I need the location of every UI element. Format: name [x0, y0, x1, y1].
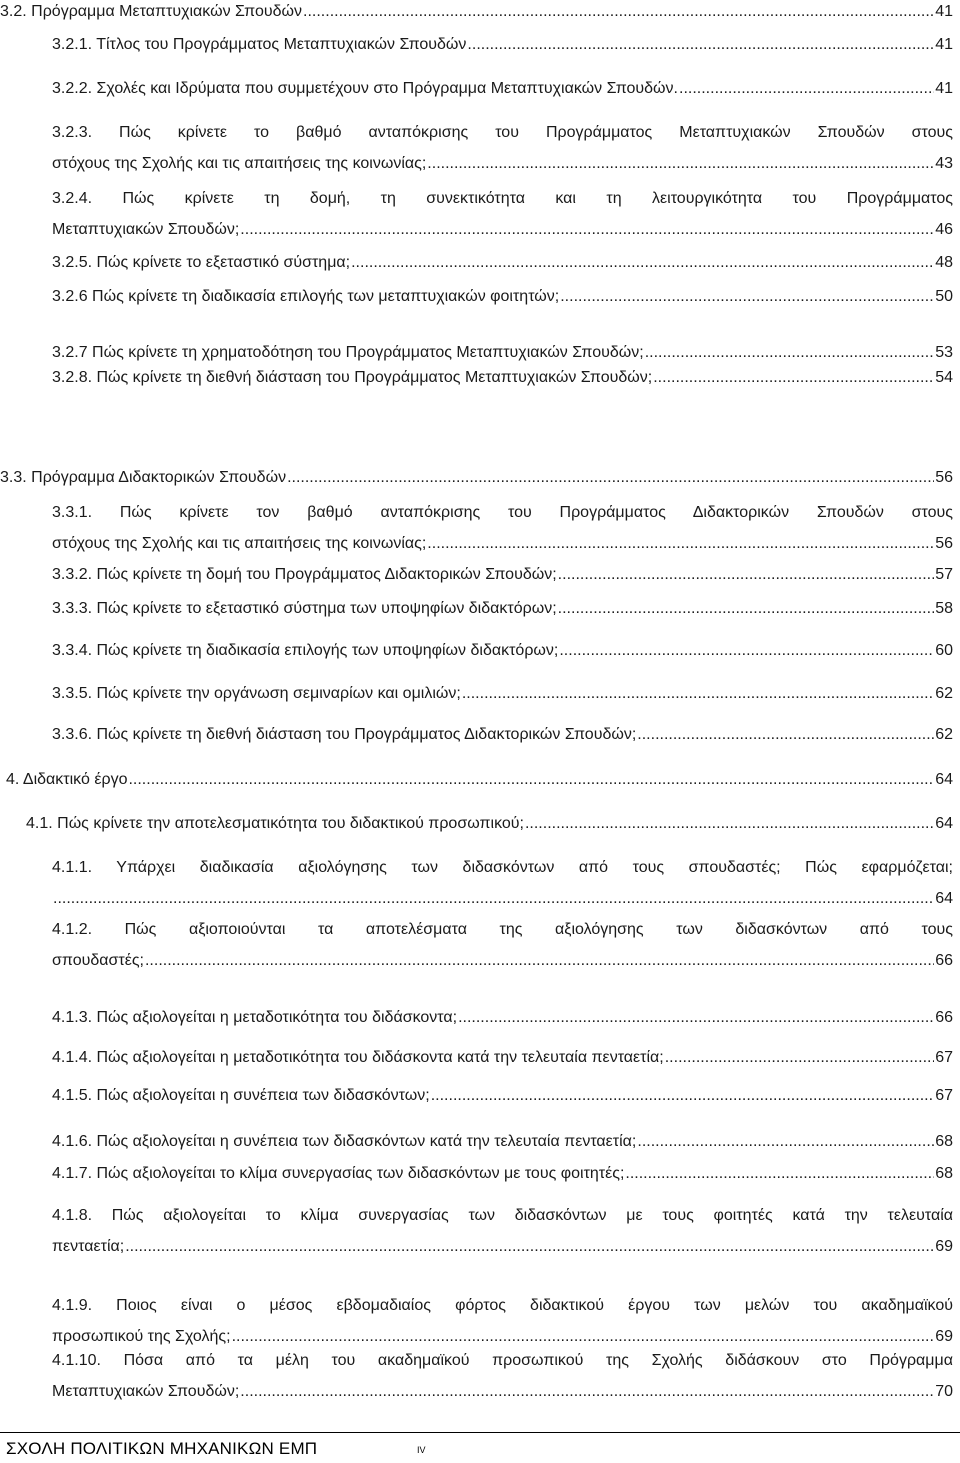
toc-entry-text-line	[52, 1349, 953, 1373]
toc-entry-title: 3.2.5. Πώς κρίνετε το εξεταστικό σύστημα;	[52, 254, 351, 271]
dot-leader	[559, 639, 934, 663]
toc-entry-leader-line	[52, 366, 953, 390]
toc-entry-text-line	[52, 1294, 953, 1318]
dot-leader	[525, 812, 934, 836]
dot-leader	[351, 251, 934, 275]
toc-entry-leader-line	[52, 1325, 953, 1349]
toc-page-number: 62	[935, 726, 953, 743]
toc-entry-title: 4.1.3. Πώς αξιολογείται η μεταδοτικότητα του διδάσκοντα;	[52, 1009, 458, 1026]
toc-entry-title: 4.1.4. Πώς αξιολογείται η μεταδοτικότητα του διδάσκοντα κατά την τελευταία πενταετία;	[52, 1049, 664, 1066]
toc-entry-leader-line	[52, 285, 953, 309]
dot-leader	[145, 949, 934, 973]
dot-leader	[637, 1130, 934, 1154]
toc-entry-title: 4.1.10. Πόσα από τα μέλη του ακαδημαϊκού προσωπικού της Σχολής διδάσκουν στο Πρόγραμμα	[52, 1352, 953, 1369]
toc-page-number: 69	[935, 1238, 953, 1255]
toc-page-number: 62	[935, 685, 953, 702]
toc-entry-title: 3.2.1. Τίτλος του Προγράμματος Μεταπτυχιακών Σπουδών	[52, 36, 467, 53]
toc-entry-leader-line	[52, 639, 953, 663]
toc-entry-leader-line	[52, 1006, 953, 1030]
dot-leader	[240, 218, 934, 242]
toc-entry-leader-line	[52, 218, 953, 242]
toc-entry-title: 3.2.4. Πώς κρίνετε τη δομή, τη συνεκτικότητα και τη λειτουργικότητα του Προγράμματος	[52, 190, 953, 207]
dot-leader	[128, 768, 934, 792]
dot-leader	[558, 563, 935, 587]
toc-page-number: 70	[935, 1383, 953, 1400]
toc-entry-title: προσωπικού της Σχολής;	[52, 1328, 231, 1345]
toc-entry-leader-line	[26, 812, 953, 836]
toc-entry-leader-line	[52, 682, 953, 706]
toc-entry-title: 3.3.3. Πώς κρίνετε το εξεταστικό σύστημα των υποψηφίων διδακτόρων;	[52, 600, 557, 617]
toc-entry-title: 3.3.1. Πώς κρίνετε τον βαθμό ανταπόκρισης του Προγράμματος Διδακτορικών Σπουδών στους	[52, 504, 953, 521]
toc-entry-title: 4.1.5. Πώς αξιολογείται η συνέπεια των διδασκόντων;	[52, 1087, 430, 1104]
toc-entry-leader-line	[52, 1235, 953, 1259]
toc-entry-title: 3.3.2. Πώς κρίνετε τη δομή του Προγράμματος Διδακτορικών Σπουδών;	[52, 566, 557, 583]
toc-page-number: 46	[935, 221, 953, 238]
toc-page-number: 48	[935, 254, 953, 271]
dot-leader	[125, 1235, 934, 1259]
toc-entry-leader-line	[52, 1084, 953, 1108]
toc-entry-title: Μεταπτυχιακών Σπουδών;	[52, 1383, 240, 1400]
toc-page-number: 68	[935, 1133, 953, 1150]
toc-entry-title: 3.2.2. Σχολές και Ιδρύματα που συμμετέχουν στο Πρόγραμμα Μεταπτυχιακών Σπουδών.	[52, 80, 678, 97]
dot-leader	[637, 723, 934, 747]
dot-leader	[558, 597, 935, 621]
toc-entry-leader-line	[52, 1162, 953, 1186]
toc-page-number: 43	[935, 155, 953, 172]
toc-entry-text-line	[52, 1204, 953, 1228]
toc-page-number: 67	[935, 1087, 953, 1104]
toc-entry-title: 3.3.5. Πώς κρίνετε την οργάνωση σεμιναρίων και ομιλιών;	[52, 685, 461, 702]
toc-page-number: 64	[935, 771, 953, 788]
toc-page-number: 69	[935, 1328, 953, 1345]
toc-page-number: 56	[935, 535, 953, 552]
toc-entry-title: 4.1.8. Πώς αξιολογείται το κλίμα συνεργασίας των διδασκόντων με τους φοιτητές κατά την τελευταία	[52, 1207, 953, 1224]
toc-entry-leader-line	[52, 597, 953, 621]
toc-entry-leader-line	[6, 768, 953, 792]
toc-entry-title: 3.3.4. Πώς κρίνετε τη διαδικασία επιλογής των υποψηφίων διδακτόρων;	[52, 642, 559, 659]
toc-entry-title: Μεταπτυχιακών Σπουδών;	[52, 221, 240, 238]
toc-page-number: 60	[935, 642, 953, 659]
toc-entry-leader-line	[52, 1380, 953, 1404]
dot-leader	[427, 532, 934, 556]
toc-entry-text-line	[52, 121, 953, 145]
toc-entry-leader-line	[0, 0, 953, 24]
toc-page-number: 41	[935, 36, 953, 53]
dot-leader	[232, 1325, 935, 1349]
toc-entry-title: πενταετία;	[52, 1238, 125, 1255]
toc-page-number: 56	[935, 469, 953, 486]
toc-page-number: 66	[935, 1009, 953, 1026]
footer-rule	[0, 1432, 960, 1433]
toc-entry-leader-line	[52, 251, 953, 275]
toc-page-number: 58	[935, 600, 953, 617]
toc-entry-title: 4.1.7. Πώς αξιολογείται το κλίμα συνεργασίας των διδασκόντων με τους φοιτητές;	[52, 1165, 625, 1182]
toc-page-number: 67	[935, 1049, 953, 1066]
dot-leader	[653, 366, 934, 390]
dot-leader	[287, 466, 934, 490]
toc-entry-leader-line	[52, 949, 953, 973]
dot-leader	[679, 77, 934, 101]
toc-entry-title: 3.3.6. Πώς κρίνετε τη διεθνή διάσταση του Προγράμματος Διδακτορικών Σπουδών;	[52, 726, 637, 743]
footer-school-name: ΣΧΟΛΗ ΠΟΛΙΤΙΚΩΝ ΜΗΧΑΝΙΚΩΝ ΕΜΠ	[6, 1439, 318, 1458]
toc-entry-leader-line	[52, 563, 953, 587]
toc-entry-text-line	[52, 501, 953, 525]
dot-leader	[625, 1162, 934, 1186]
toc-page-number: 64	[935, 890, 953, 907]
toc-entry-title: στόχους της Σχολής και τις απαιτήσεις της κοινωνίας;	[52, 155, 427, 172]
toc-entry-title: 4.1.9. Ποιος είναι ο μέσος εβδομαδιαίος φόρτος διδακτικού έργου των μελών του ακαδημαϊκού	[52, 1297, 953, 1314]
dot-leader	[240, 1380, 934, 1404]
toc-entry-title: σπουδαστές;	[52, 952, 144, 969]
toc-entry-text-line	[52, 187, 953, 211]
toc-page-number: 57	[935, 566, 953, 583]
toc-page-number: 50	[935, 288, 953, 305]
toc-entry-title: 4.1.6. Πώς αξιολογείται η συνέπεια των διδασκόντων κατά την τελευταία πενταετία;	[52, 1133, 637, 1150]
toc-entry-title: 3.3. Πρόγραμμα Διδακτορικών Σπουδών	[0, 469, 287, 486]
dot-leader	[645, 341, 935, 365]
toc-page-number: 68	[935, 1165, 953, 1182]
dot-leader	[560, 285, 934, 309]
dot-leader	[467, 33, 934, 57]
toc-page-number: 41	[935, 3, 953, 20]
toc-entry-leader-line	[52, 77, 953, 101]
dot-leader	[303, 0, 934, 24]
page-footer	[0, 1430, 960, 1463]
toc-entry-leader-line	[52, 723, 953, 747]
toc-entry-title: 3.2.6 Πώς κρίνετε τη διαδικασία επιλογής των μεταπτυχιακών φοιτητών;	[52, 288, 560, 305]
toc-entry-leader-line	[52, 341, 953, 365]
toc-page-number: 53	[935, 344, 953, 361]
toc-page-number: 41	[935, 80, 953, 97]
toc-entry-title: 3.2. Πρόγραμμα Μεταπτυχιακών Σπουδών	[0, 3, 303, 20]
dot-leader	[458, 1006, 934, 1030]
toc-entry-text-line	[52, 856, 953, 880]
dot-leader	[427, 152, 934, 176]
toc-entry-leader-line	[52, 152, 953, 176]
toc-page-number: 54	[935, 369, 953, 386]
toc-entry-leader-line	[52, 1046, 953, 1070]
toc-entry-leader-line	[52, 1130, 953, 1154]
toc-page-number: 64	[935, 815, 953, 832]
dot-leader	[53, 887, 934, 911]
toc-entry-text-line	[52, 918, 953, 942]
toc-entry-leader-line	[52, 532, 953, 556]
footer-page-number: IV	[417, 1445, 426, 1455]
toc-entry-title: 4.1.1. Υπάρχει διαδικασία αξιολόγησης των διδασκόντων από τους σπουδαστές; Πώς εφαρμόζεται;	[52, 859, 953, 876]
toc-entry-leader-line	[52, 33, 953, 57]
toc-entry-title: στόχους της Σχολής και τις απαιτήσεις της κοινωνίας;	[52, 535, 427, 552]
dot-leader	[665, 1046, 934, 1070]
dot-leader	[462, 682, 934, 706]
toc-entry-leader-line	[0, 466, 953, 490]
toc-entry-title: 4.1.2. Πώς αξιοποιούνται τα αποτελέσματα της αξιολόγησης των διδασκόντων από τους	[52, 921, 953, 938]
toc-page-number: 66	[935, 952, 953, 969]
toc-entry-title: 3.2.7 Πώς κρίνετε τη χρηματοδότηση του Προγράμματος Μεταπτυχιακών Σπουδών;	[52, 344, 644, 361]
toc-entry-title: 4.1. Πώς κρίνετε την αποτελεσματικότητα του διδακτικού προσωπικού;	[26, 815, 524, 832]
toc-entry-leader-line	[52, 887, 953, 911]
dot-leader	[431, 1084, 934, 1108]
toc-entry-title: 4. Διδακτικό έργο	[6, 771, 128, 788]
toc-entry-title: 3.2.3. Πώς κρίνετε το βαθμό ανταπόκρισης του Προγράμματος Μεταπτυχιακών Σπουδών στους	[52, 124, 953, 141]
toc-entry-title: 3.2.8. Πώς κρίνετε τη διεθνή διάσταση του Προγράμματος Μεταπτυχιακών Σπουδών;	[52, 369, 653, 386]
